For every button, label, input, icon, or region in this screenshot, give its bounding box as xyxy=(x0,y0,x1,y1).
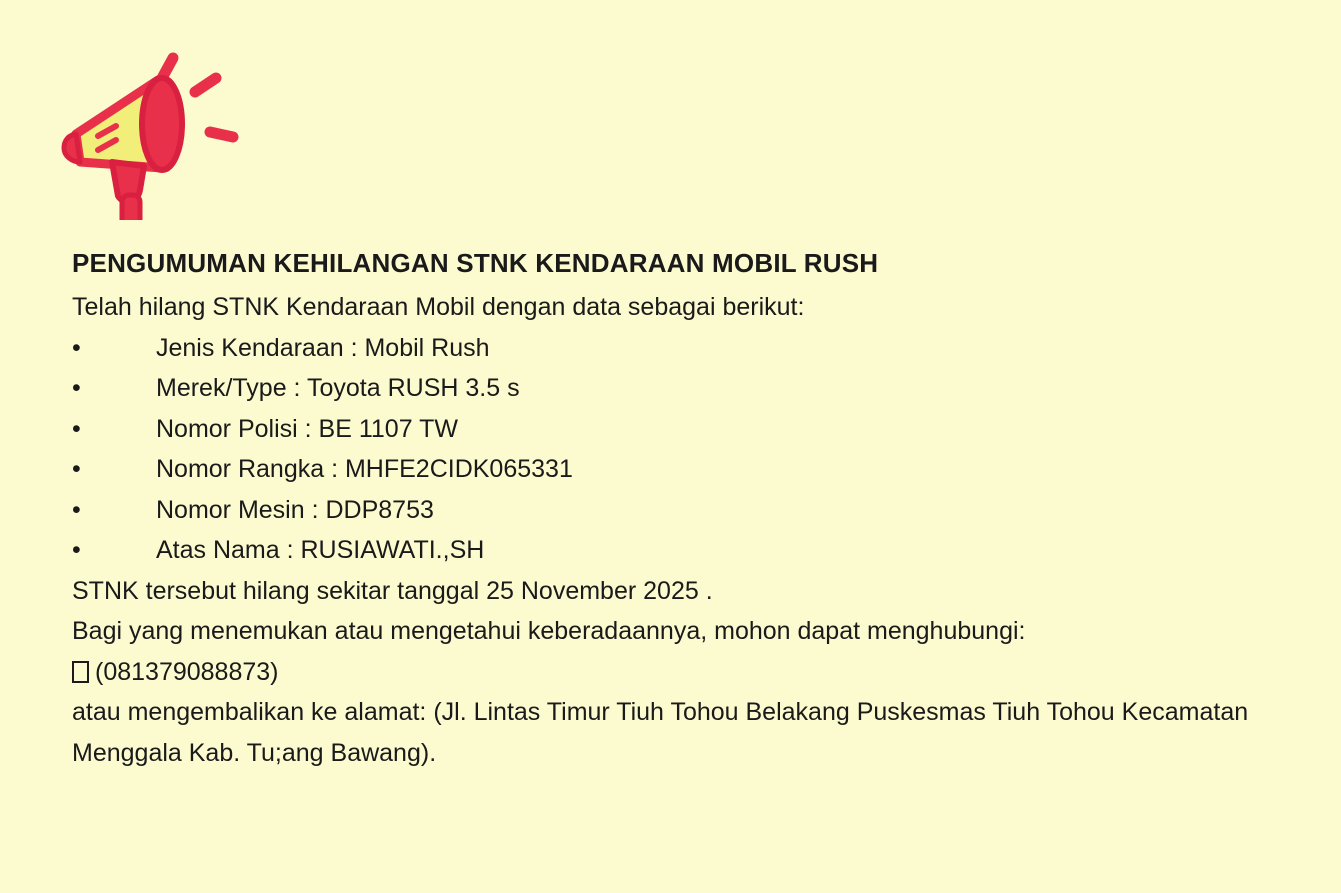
vehicle-detail-list xyxy=(72,328,1302,571)
list-item xyxy=(72,368,1302,409)
bullet-icon: • xyxy=(72,495,81,524)
list-item-label: Merek/Type : Toyota RUSH 3.5 s xyxy=(156,374,520,403)
list-item-label: Nomor Polisi : BE 1107 TW xyxy=(156,414,458,443)
megaphone-icon xyxy=(40,40,240,220)
list-item-label: Jenis Kendaraan : Mobil Rush xyxy=(156,333,490,362)
list-item-label: Nomor Rangka : MHFE2CIDK065331 xyxy=(156,455,573,484)
bullet-icon: • xyxy=(72,455,81,484)
list-item xyxy=(72,409,1302,450)
list-item xyxy=(72,449,1302,490)
list-item-label: Atas Nama : RUSIAWATI.,SH xyxy=(156,536,485,565)
bullet-icon: • xyxy=(72,536,81,565)
announcement-content xyxy=(72,248,1302,773)
page-title: PENGUMUMAN KEHILANGAN STNK KENDARAAN MOBIL RUSH xyxy=(72,248,879,278)
list-item-label: Nomor Mesin : DDP8753 xyxy=(156,495,434,524)
contact-intro-text: Bagi yang menemukan atau mengetahui keberadaannya, mohon dapat menghubungi: xyxy=(72,617,1026,646)
list-item xyxy=(72,490,1302,531)
contact-phone-number: (081379088873) xyxy=(95,657,279,686)
phone-icon xyxy=(72,661,89,683)
bullet-icon: • xyxy=(72,374,81,403)
list-item xyxy=(72,530,1302,571)
list-item xyxy=(72,328,1302,369)
return-address-text: atau mengembalikan ke alamat: (Jl. Lintas Timur Tiuh Tohou Belakang Puskesmas Tiuh Tohou Kecamatan Menggala Kab. Tu;ang Bawang). xyxy=(72,698,1249,767)
bullet-icon: • xyxy=(72,414,81,443)
contact-phone-line xyxy=(72,652,1302,693)
intro-text: Telah hilang STNK Kendaraan Mobil dengan data sebagai berikut: xyxy=(72,293,805,322)
bullet-icon: • xyxy=(72,333,81,362)
lost-date-text: STNK tersebut hilang sekitar tanggal 25 November 2025 . xyxy=(72,576,713,605)
